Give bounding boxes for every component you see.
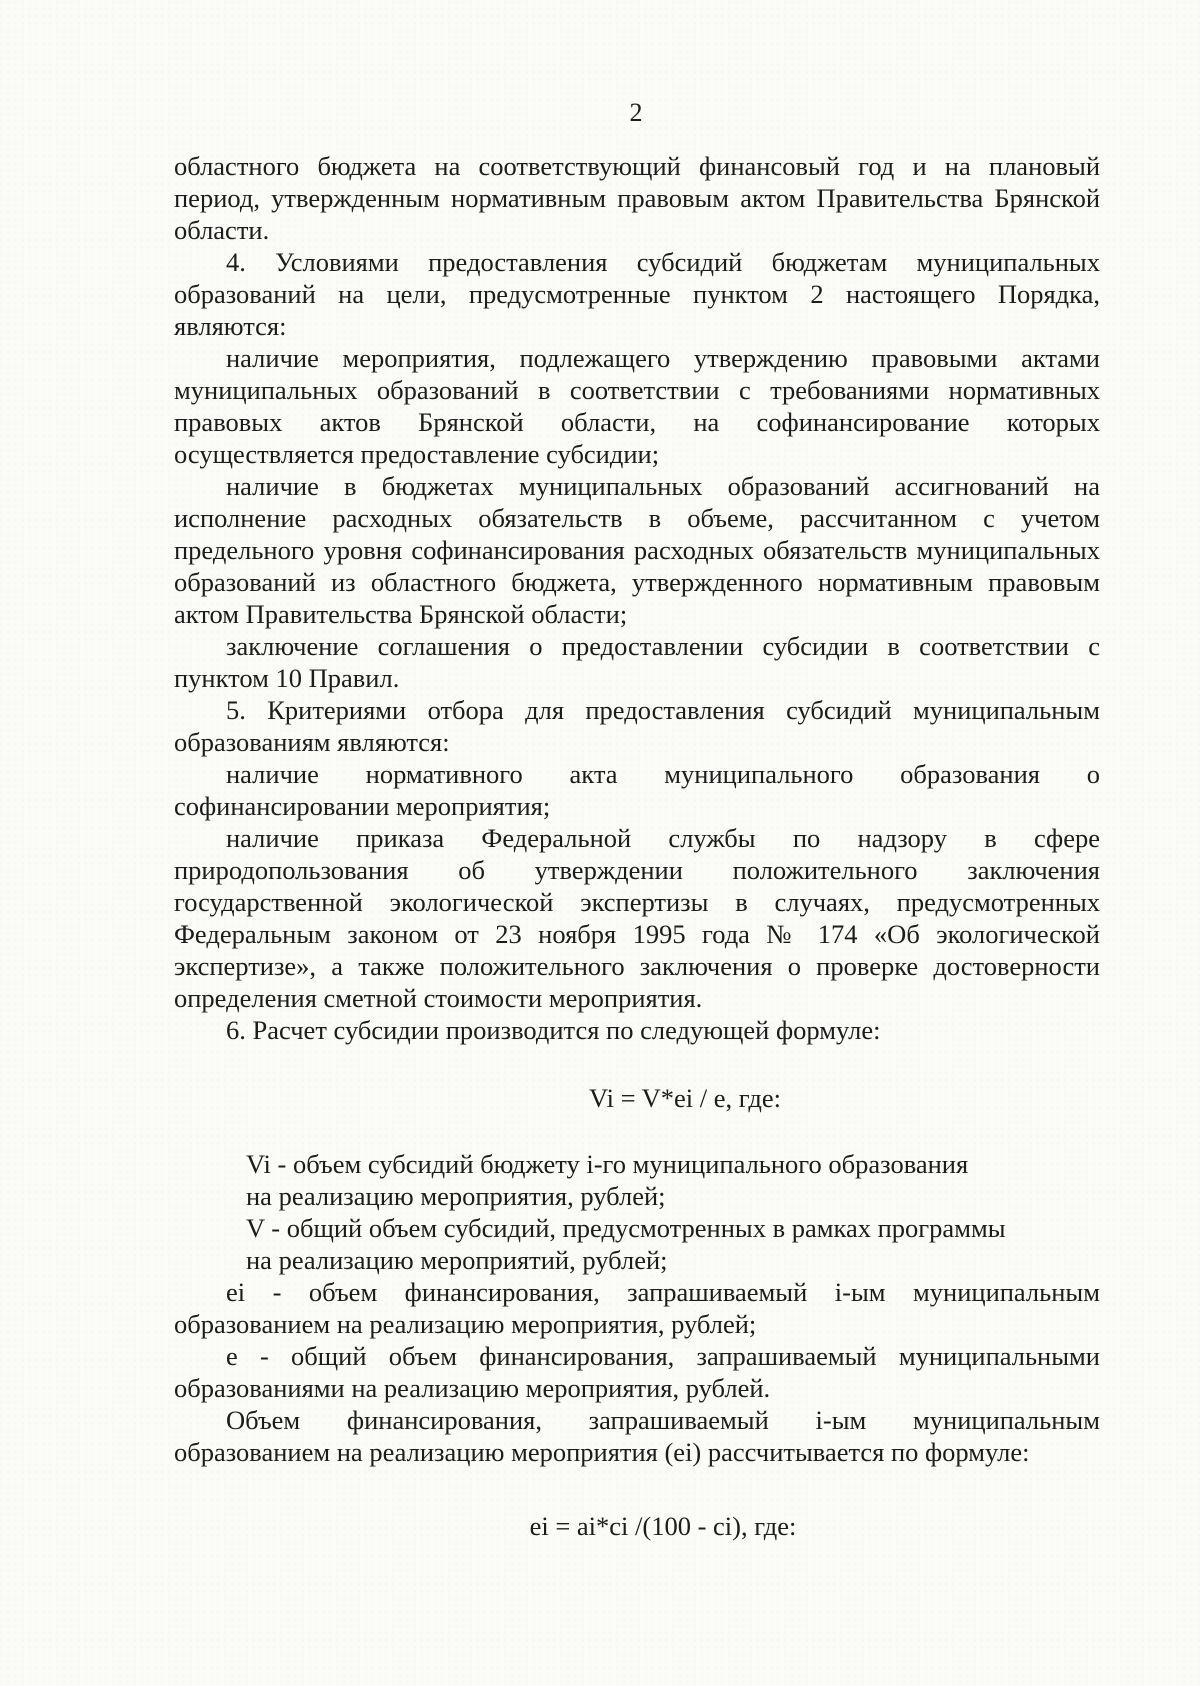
definition-paragraph: Объем финансирования, запрашиваемый i-ым муниципальным образованием на реализацию мероприятия (ei) рассчитывается по формуле: [174,1405,1100,1467]
definition-line: на реализацию мероприятий, рублей; [246,1245,668,1275]
paragraph: областного бюджета на соответствующий финансовый год и на плановый период, утвержденным нормативным правовым актом Правительства Брянской области. [174,151,1100,245]
definition-line: V - общий объем субсидий, предусмотренных в рамках программы [246,1213,1006,1243]
paragraph: наличие в бюджетах муниципальных образований ассигнований на исполнение расходных обязательств в объеме, рассчитанном с учетом предельного уровня софинансирования расходных обязательств муниципальных образований из областного бюджета, утвержденного нормативным правовым актом Правительства Брянской области; [174,471,1100,629]
paragraph: наличие нормативного акта муниципального образования о софинансировании мероприятия; [174,759,1100,821]
page-number: 2 [629,98,643,127]
formula-financing: ei = ai*ci /(100 - ci), где: [529,1511,797,1541]
paragraph: заключение соглашения о предоставлении субсидии в соответствии с пунктом 10 Правил. [174,631,1100,693]
definition-paragraph: ei - объем финансирования, запрашиваемый i-ым муниципальным образованием на реализацию мероприятия, рублей; [174,1277,1100,1339]
document-body [174,150,1100,1542]
formula-subsidy: Vi = V*ei / e, где: [589,1083,781,1113]
paragraph: 4. Условиями предоставления субсидий бюджетам муниципальных образований на цели, предусмотренные пунктом 2 настоящего Порядка, являются: [174,247,1100,341]
definition-line: Vi - объем субсидий бюджету i-го муниципального образования [246,1149,969,1179]
definition-line: на реализацию мероприятия, рублей; [246,1181,666,1211]
paragraph: наличие мероприятия, подлежащего утверждению правовыми актами муниципальных образований в соответствии с требованиями нормативных правовых актов Брянской области, на софинансирование которых осуществляется предоставление субсидии; [174,343,1100,469]
paragraph: 6. Расчет субсидии производится по следующей формуле: [226,1015,881,1045]
definition-paragraph: e - общий объем финансирования, запрашиваемый муниципальными образованиями на реализацию мероприятия, рублей. [174,1341,1100,1403]
paragraph: 5. Критериями отбора для предоставления субсидий муниципальным образованиям являются: [174,695,1100,757]
paragraph: наличие приказа Федеральной службы по надзору в сфере природопользования об утверждении положительного заключения государственной экологической экспертизы в случаях, предусмотренных Федеральным законом от 23 ноября 1995 года № 174 «Об экологической экспертизе», а также положительного заключения о проверке достоверности определения сметной стоимости мероприятия. [174,823,1100,1013]
